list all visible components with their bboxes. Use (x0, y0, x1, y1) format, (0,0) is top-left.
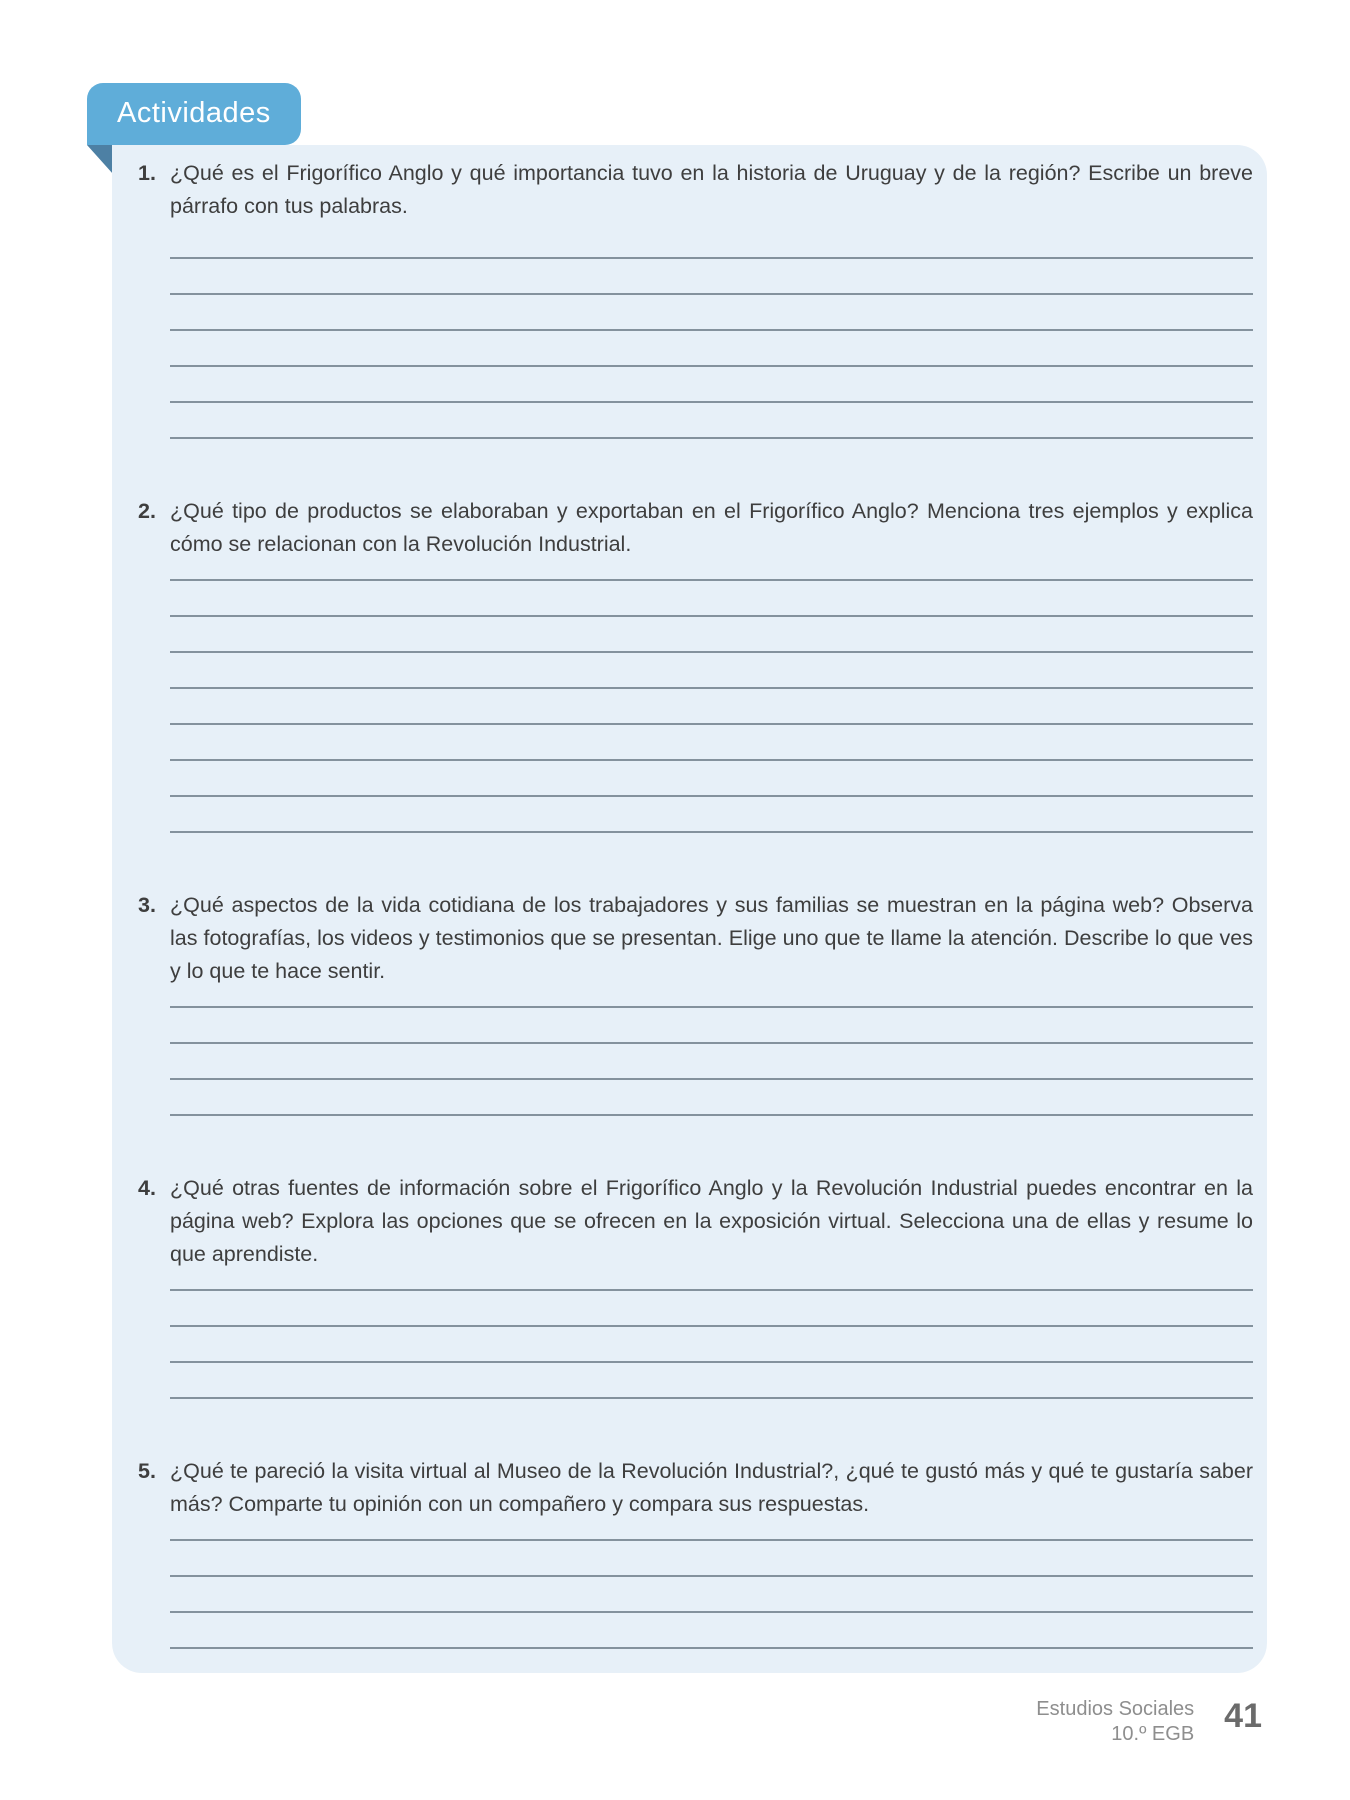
question-text: ¿Qué aspectos de la vida cotidiana de los trabajadores y sus familias se muestran en la página web? Observa las fotografías, los videos y testimonios que se presentan. Elige uno que te llame la atención. Describe lo que ves y lo que te hace sentir. (170, 893, 1253, 983)
footer-grade: 10.º EGB (1111, 1723, 1195, 1745)
answer-line (170, 259, 1253, 295)
activities-tab (87, 83, 301, 145)
answer-line (170, 403, 1253, 439)
page-footer (1036, 1697, 1262, 1747)
question-block-3 (138, 889, 1253, 988)
answer-line (170, 1291, 1253, 1327)
answer-line (170, 689, 1253, 725)
answer-line (170, 617, 1253, 653)
question-text: ¿Qué te pareció la visita virtual al Museo de la Revolución Industrial?, ¿qué te gustó más y qué te gustaría saber más? Comparte tu opinión con un compañero y compara sus respuestas. (170, 1459, 1253, 1516)
answer-line (170, 1363, 1253, 1399)
activities-tab-label: Actividades (117, 97, 271, 129)
answer-line (170, 581, 1253, 617)
answer-lines-3 (170, 972, 1253, 1116)
activities-panel (112, 145, 1267, 1673)
tab-fold-decoration (87, 145, 113, 174)
footer-course-info (1036, 1697, 1194, 1747)
question-text: ¿Qué otras fuentes de información sobre el Frigorífico Anglo y la Revolución Industrial puedes encontrar en la página web? Explora las opciones que se ofrecen en la exposición virtual. Selecciona una de ellas y resume lo que aprendiste. (170, 1176, 1253, 1266)
answer-line (170, 1327, 1253, 1363)
question-block-2 (138, 495, 1253, 561)
question-block-1 (138, 157, 1253, 223)
question-text: ¿Qué es el Frigorífico Anglo y qué importancia tuvo en la historia de Uruguay y de la región? Escribe un breve párrafo con tus palabras. (170, 161, 1253, 218)
answer-line (170, 1044, 1253, 1080)
answer-line (170, 1613, 1253, 1649)
answer-line (170, 761, 1253, 797)
answer-lines-5 (170, 1505, 1253, 1649)
question-number: 2. (138, 499, 156, 523)
question-text: ¿Qué tipo de productos se elaboraban y exportaban en el Frigorífico Anglo? Menciona tres ejemplos y explica cómo se relacionan con la Revolución Industrial. (170, 499, 1253, 556)
answer-line (170, 1080, 1253, 1116)
question-number: 5. (138, 1459, 156, 1483)
question-number: 1. (138, 161, 156, 185)
answer-line (170, 1541, 1253, 1577)
answer-lines-2 (170, 545, 1253, 833)
answer-line (170, 797, 1253, 833)
answer-line (170, 331, 1253, 367)
answer-lines-1 (170, 223, 1253, 439)
question-block-4 (138, 1172, 1253, 1271)
answer-line (170, 367, 1253, 403)
question-block-5 (138, 1455, 1253, 1521)
answer-line (170, 1577, 1253, 1613)
answer-line (170, 1008, 1253, 1044)
footer-subject: Estudios Sociales (1036, 1698, 1195, 1720)
answer-line (170, 223, 1253, 259)
answer-lines-4 (170, 1255, 1253, 1399)
question-number: 4. (138, 1176, 156, 1200)
answer-line (170, 295, 1253, 331)
answer-line (170, 653, 1253, 689)
page-number: 41 (1224, 1697, 1262, 1735)
answer-line (170, 725, 1253, 761)
question-number: 3. (138, 893, 156, 917)
